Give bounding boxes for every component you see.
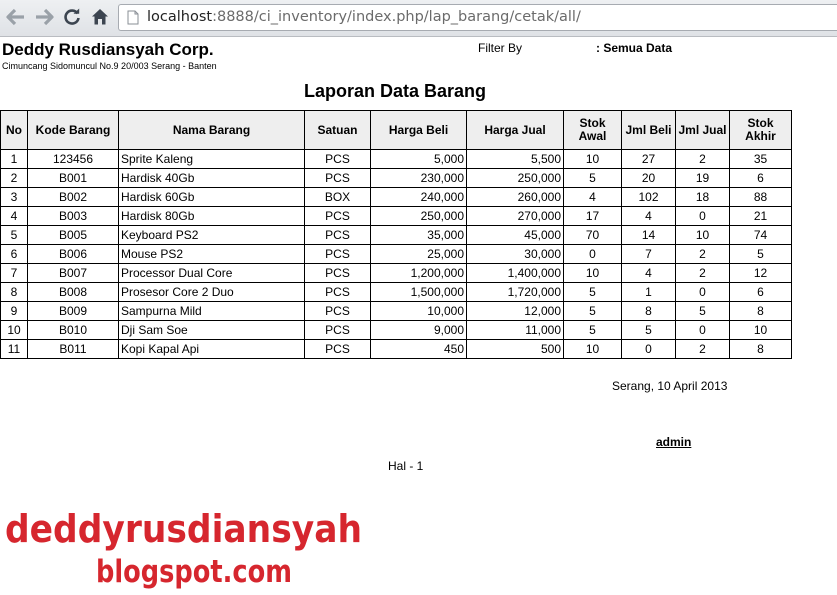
cell-jml-beli: 0 <box>622 340 676 359</box>
cell-jml-beli: 5 <box>622 321 676 340</box>
cell-jml-jual: 2 <box>676 340 730 359</box>
cell-nama-barang: Kopi Kapal Api <box>119 340 305 359</box>
page-number: Hal - 1 <box>388 459 424 473</box>
cell-jml-beli: 102 <box>622 188 676 207</box>
cell-harga-beli: 1,200,000 <box>371 264 467 283</box>
forward-button[interactable] <box>33 6 55 28</box>
table-row <box>1 321 792 340</box>
report-title: Laporan Data Barang <box>303 81 487 101</box>
cell-nama-barang: Prosesor Core 2 Duo <box>119 283 305 302</box>
cell-satuan: PCS <box>305 150 371 169</box>
cell-harga-jual: 500 <box>467 340 564 359</box>
cell-harga-beli: 240,000 <box>371 188 467 207</box>
cell-stok-akhir: 8 <box>730 302 792 321</box>
cell-jml-jual: 0 <box>676 321 730 340</box>
cell-kode-barang: B005 <box>28 226 119 245</box>
cell-jml-beli: 4 <box>622 264 676 283</box>
table-row <box>1 207 792 226</box>
cell-stok-akhir: 35 <box>730 150 792 169</box>
cell-harga-jual: 12,000 <box>467 302 564 321</box>
arrow-right-icon <box>34 8 54 26</box>
cell-harga-jual: 5,500 <box>467 150 564 169</box>
cell-harga-jual: 250,000 <box>467 169 564 188</box>
table-row <box>1 264 792 283</box>
cell-jml-jual: 2 <box>676 245 730 264</box>
cell-jml-jual: 2 <box>676 264 730 283</box>
cell-stok-awal: 5 <box>564 302 622 321</box>
cell-stok-awal: 17 <box>564 207 622 226</box>
cell-stok-akhir: 6 <box>730 169 792 188</box>
company-name: Deddy Rusdiansyah Corp. <box>2 40 214 59</box>
arrow-left-icon <box>6 8 26 26</box>
cell-jml-jual: 2 <box>676 150 730 169</box>
filter-value: : Semua Data <box>596 41 673 55</box>
column-header-harga-jual: Harga Jual <box>467 111 564 150</box>
cell-no: 3 <box>1 188 28 207</box>
cell-nama-barang: Sampurna Mild <box>119 302 305 321</box>
page-icon <box>127 10 139 30</box>
table-row <box>1 226 792 245</box>
cell-harga-jual: 45,000 <box>467 226 564 245</box>
cell-no: 2 <box>1 169 28 188</box>
cell-jml-beli: 1 <box>622 283 676 302</box>
cell-nama-barang: Keyboard PS2 <box>119 226 305 245</box>
column-header-kode-barang: Kode Barang <box>28 111 119 150</box>
cell-jml-jual: 0 <box>676 283 730 302</box>
column-header-satuan: Satuan <box>305 111 371 150</box>
cell-no: 5 <box>1 226 28 245</box>
cell-harga-beli: 1,500,000 <box>371 283 467 302</box>
cell-no: 7 <box>1 264 28 283</box>
cell-stok-awal: 0 <box>564 245 622 264</box>
table-row <box>1 283 792 302</box>
cell-satuan: PCS <box>305 321 371 340</box>
cell-satuan: PCS <box>305 245 371 264</box>
cell-jml-beli: 20 <box>622 169 676 188</box>
cell-kode-barang: B007 <box>28 264 119 283</box>
cell-no: 10 <box>1 321 28 340</box>
column-header-jml-beli: Jml Beli <box>622 111 676 150</box>
column-header-jml-jual: Jml Jual <box>676 111 730 150</box>
cell-jml-beli: 27 <box>622 150 676 169</box>
cell-harga-beli: 9,000 <box>371 321 467 340</box>
cell-kode-barang: B001 <box>28 169 119 188</box>
cell-kode-barang: B008 <box>28 283 119 302</box>
browser-toolbar <box>0 0 837 37</box>
cell-stok-awal: 5 <box>564 321 622 340</box>
url-host: localhost <box>147 9 213 25</box>
cell-nama-barang: Dji Sam Soe <box>119 321 305 340</box>
home-icon <box>91 8 109 26</box>
cell-stok-akhir: 5 <box>730 245 792 264</box>
cell-harga-beli: 5,000 <box>371 150 467 169</box>
signature-date: Serang, 10 April 2013 <box>612 379 728 393</box>
column-header-no: No <box>1 111 28 150</box>
cell-kode-barang: B011 <box>28 340 119 359</box>
cell-jml-beli: 4 <box>622 207 676 226</box>
cell-jml-jual: 10 <box>676 226 730 245</box>
cell-no: 8 <box>1 283 28 302</box>
cell-harga-beli: 450 <box>371 340 467 359</box>
cell-nama-barang: Sprite Kaleng <box>119 150 305 169</box>
cell-jml-jual: 5 <box>676 302 730 321</box>
cell-stok-awal: 70 <box>564 226 622 245</box>
cell-harga-beli: 250,000 <box>371 207 467 226</box>
cell-harga-beli: 10,000 <box>371 302 467 321</box>
report-table <box>0 110 792 359</box>
cell-stok-awal: 10 <box>564 150 622 169</box>
cell-jml-beli: 8 <box>622 302 676 321</box>
cell-jml-beli: 7 <box>622 245 676 264</box>
cell-harga-jual: 1,400,000 <box>467 264 564 283</box>
cell-stok-akhir: 8 <box>730 340 792 359</box>
table-body <box>1 150 792 359</box>
cell-nama-barang: Hardisk 80Gb <box>119 207 305 226</box>
cell-nama-barang: Mouse PS2 <box>119 245 305 264</box>
watermark-line-2: blogspot.com <box>96 554 292 590</box>
cell-stok-akhir: 88 <box>730 188 792 207</box>
cell-kode-barang: B006 <box>28 245 119 264</box>
cell-stok-awal: 10 <box>564 264 622 283</box>
cell-nama-barang: Hardisk 60Gb <box>119 188 305 207</box>
cell-stok-awal: 10 <box>564 340 622 359</box>
table-row <box>1 169 792 188</box>
reload-icon <box>63 8 81 26</box>
url-path: :8888/ci_inventory/index.php/lap_barang/cetak/all/ <box>212 9 581 25</box>
cell-harga-jual: 260,000 <box>467 188 564 207</box>
cell-stok-akhir: 10 <box>730 321 792 340</box>
cell-kode-barang: B010 <box>28 321 119 340</box>
cell-harga-jual: 1,720,000 <box>467 283 564 302</box>
cell-satuan: BOX <box>305 188 371 207</box>
column-header-harga-beli: Harga Beli <box>371 111 467 150</box>
cell-stok-awal: 5 <box>564 169 622 188</box>
filter-label: Filter By <box>478 41 523 55</box>
cell-harga-jual: 270,000 <box>467 207 564 226</box>
column-header-stok-akhir: Stok Akhir <box>730 111 792 150</box>
cell-harga-beli: 230,000 <box>371 169 467 188</box>
cell-no: 6 <box>1 245 28 264</box>
cell-jml-beli: 14 <box>622 226 676 245</box>
cell-kode-barang: B002 <box>28 188 119 207</box>
back-button[interactable] <box>5 6 27 28</box>
table-row <box>1 302 792 321</box>
blog-watermark <box>0 500 370 595</box>
cell-kode-barang: B009 <box>28 302 119 321</box>
cell-stok-akhir: 12 <box>730 264 792 283</box>
cell-jml-jual: 0 <box>676 207 730 226</box>
url-text <box>147 9 581 25</box>
cell-jml-jual: 18 <box>676 188 730 207</box>
cell-satuan: PCS <box>305 169 371 188</box>
cell-jml-jual: 19 <box>676 169 730 188</box>
cell-stok-akhir: 74 <box>730 226 792 245</box>
table-row <box>1 245 792 264</box>
table-header-row <box>1 111 792 150</box>
home-button[interactable] <box>89 6 111 28</box>
cell-stok-akhir: 21 <box>730 207 792 226</box>
cell-kode-barang: B003 <box>28 207 119 226</box>
address-bar[interactable] <box>118 4 837 31</box>
cell-satuan: PCS <box>305 207 371 226</box>
cell-harga-beli: 25,000 <box>371 245 467 264</box>
cell-satuan: PCS <box>305 302 371 321</box>
cell-no: 4 <box>1 207 28 226</box>
cell-no: 9 <box>1 302 28 321</box>
reload-button[interactable] <box>61 6 83 28</box>
watermark-line-1: deddyrusdiansyah <box>5 507 362 551</box>
cell-satuan: PCS <box>305 340 371 359</box>
cell-satuan: PCS <box>305 283 371 302</box>
cell-satuan: PCS <box>305 226 371 245</box>
cell-nama-barang: Hardisk 40Gb <box>119 169 305 188</box>
column-header-stok-awal: Stok Awal <box>564 111 622 150</box>
cell-satuan: PCS <box>305 264 371 283</box>
cell-no: 11 <box>1 340 28 359</box>
cell-harga-jual: 30,000 <box>467 245 564 264</box>
cell-stok-awal: 5 <box>564 283 622 302</box>
company-address: Cimuncang Sidomuncul No.9 20/003 Serang - Banten <box>2 61 217 71</box>
table-row <box>1 340 792 359</box>
cell-stok-awal: 4 <box>564 188 622 207</box>
table-row <box>1 150 792 169</box>
cell-kode-barang: 123456 <box>28 150 119 169</box>
cell-harga-beli: 35,000 <box>371 226 467 245</box>
cell-no: 1 <box>1 150 28 169</box>
cell-nama-barang: Processor Dual Core <box>119 264 305 283</box>
signer-name: admin <box>656 435 692 449</box>
column-header-nama-barang: Nama Barang <box>119 111 305 150</box>
cell-harga-jual: 11,000 <box>467 321 564 340</box>
cell-stok-akhir: 6 <box>730 283 792 302</box>
table-row <box>1 188 792 207</box>
